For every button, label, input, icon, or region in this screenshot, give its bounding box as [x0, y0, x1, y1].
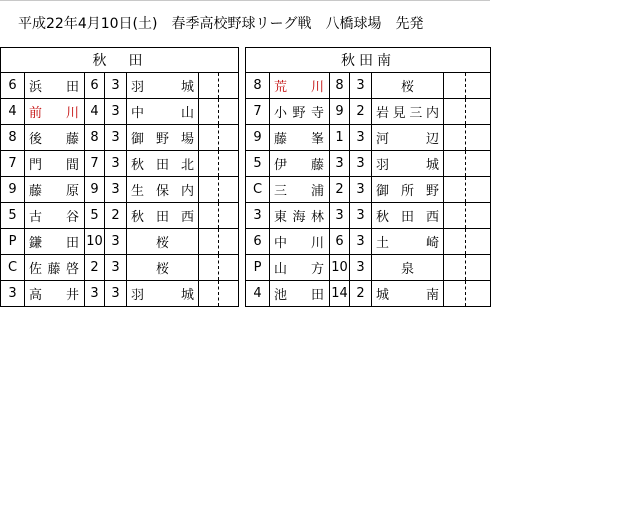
uniform-number-cell: 8 — [330, 73, 350, 99]
middle-school-cell: 生保内 — [127, 177, 199, 203]
empty-cell — [444, 281, 466, 307]
empty-cell — [466, 125, 491, 151]
uniform-number-cell: 6 — [330, 229, 350, 255]
table-row — [1, 177, 239, 203]
position-cell: 5 — [246, 151, 270, 177]
player-name-cell: 古 谷 — [25, 203, 85, 229]
empty-cell — [219, 151, 239, 177]
player-name-cell: 東海林 — [270, 203, 330, 229]
empty-cell — [199, 177, 219, 203]
empty-cell — [444, 229, 466, 255]
uniform-number-cell: 3 — [330, 203, 350, 229]
empty-cell — [466, 99, 491, 125]
table-row — [246, 203, 491, 229]
table-row — [1, 281, 239, 307]
uniform-number-cell: 7 — [85, 151, 105, 177]
uniform-number-cell: 6 — [85, 73, 105, 99]
grade-cell: 3 — [105, 255, 127, 281]
middle-school-cell: 岩見三内 — [372, 99, 444, 125]
player-name-cell: 浜 田 — [25, 73, 85, 99]
table-row — [1, 151, 239, 177]
grade-cell: 3 — [105, 73, 127, 99]
grade-cell: 3 — [350, 177, 372, 203]
player-name-cell: 前 川 — [25, 99, 85, 125]
uniform-number-cell: 9 — [85, 177, 105, 203]
position-cell: 6 — [246, 229, 270, 255]
empty-cell — [466, 151, 491, 177]
middle-school-cell: 桜 — [372, 73, 444, 99]
position-cell: 4 — [1, 99, 25, 125]
grade-cell: 3 — [350, 73, 372, 99]
empty-cell — [444, 255, 466, 281]
table-row — [246, 99, 491, 125]
empty-cell — [219, 255, 239, 281]
player-name-cell: 伊 藤 — [270, 151, 330, 177]
empty-cell — [466, 281, 491, 307]
middle-school-cell: 秋田北 — [127, 151, 199, 177]
middle-school-cell: 桜 — [127, 255, 199, 281]
lineup-body-1 — [246, 73, 491, 307]
empty-cell — [199, 203, 219, 229]
table-row — [246, 255, 491, 281]
lineup-table — [245, 47, 491, 307]
empty-cell — [444, 151, 466, 177]
uniform-number-cell: 3 — [85, 281, 105, 307]
table-row — [246, 229, 491, 255]
table-row — [1, 73, 239, 99]
team-name: 秋 田 — [1, 48, 239, 73]
player-name-cell: 高 井 — [25, 281, 85, 307]
player-name-cell: 三 浦 — [270, 177, 330, 203]
position-cell: 5 — [1, 203, 25, 229]
empty-cell — [219, 73, 239, 99]
middle-school-cell: 羽 城 — [372, 151, 444, 177]
position-cell: 3 — [1, 281, 25, 307]
empty-cell — [466, 203, 491, 229]
empty-cell — [199, 229, 219, 255]
middle-school-cell: 御所野 — [372, 177, 444, 203]
grade-cell: 3 — [350, 151, 372, 177]
empty-cell — [466, 229, 491, 255]
uniform-number-cell: 1 — [330, 125, 350, 151]
grade-cell: 3 — [350, 255, 372, 281]
position-cell: C — [1, 255, 25, 281]
table-row — [246, 281, 491, 307]
grade-cell: 3 — [105, 125, 127, 151]
player-name-cell: 山 方 — [270, 255, 330, 281]
player-name-cell: 中 川 — [270, 229, 330, 255]
lineup-table — [0, 47, 239, 307]
middle-school-cell: 羽 城 — [127, 281, 199, 307]
player-name-cell: 佐藤啓 — [25, 255, 85, 281]
position-cell: P — [246, 255, 270, 281]
team-table-akita — [0, 47, 239, 307]
page-title: 平成22年4月10日(土) 春季高校野球リーグ戦 八橋球場 先発 — [0, 0, 490, 47]
middle-school-cell: 城 南 — [372, 281, 444, 307]
middle-school-cell: 御野場 — [127, 125, 199, 151]
position-cell: 9 — [246, 125, 270, 151]
middle-school-cell: 秋田西 — [127, 203, 199, 229]
position-cell: C — [246, 177, 270, 203]
position-cell: 8 — [246, 73, 270, 99]
empty-cell — [219, 177, 239, 203]
uniform-number-cell: 5 — [85, 203, 105, 229]
empty-cell — [219, 203, 239, 229]
uniform-number-cell: 4 — [85, 99, 105, 125]
table-row — [246, 125, 491, 151]
empty-cell — [219, 99, 239, 125]
table-row — [1, 229, 239, 255]
player-name-cell: 藤 峯 — [270, 125, 330, 151]
grade-cell: 3 — [105, 229, 127, 255]
empty-cell — [444, 177, 466, 203]
grade-cell: 3 — [105, 177, 127, 203]
uniform-number-cell: 10 — [330, 255, 350, 281]
grade-cell: 2 — [350, 99, 372, 125]
empty-cell — [466, 177, 491, 203]
table-row — [246, 177, 491, 203]
uniform-number-cell: 2 — [85, 255, 105, 281]
player-name-cell: 荒 川 — [270, 73, 330, 99]
position-cell: 9 — [1, 177, 25, 203]
empty-cell — [199, 73, 219, 99]
player-name-cell: 池 田 — [270, 281, 330, 307]
table-row — [246, 151, 491, 177]
grade-cell: 2 — [105, 203, 127, 229]
empty-cell — [466, 73, 491, 99]
empty-cell — [466, 255, 491, 281]
position-cell: 4 — [246, 281, 270, 307]
middle-school-cell: 中 山 — [127, 99, 199, 125]
middle-school-cell: 土 崎 — [372, 229, 444, 255]
table-row — [246, 73, 491, 99]
team-table-akita-minami — [245, 47, 491, 307]
table-row — [1, 255, 239, 281]
grade-cell: 2 — [350, 281, 372, 307]
uniform-number-cell: 14 — [330, 281, 350, 307]
position-cell: 6 — [1, 73, 25, 99]
player-name-cell: 後 藤 — [25, 125, 85, 151]
empty-cell — [444, 125, 466, 151]
table-row — [1, 125, 239, 151]
grade-cell: 3 — [350, 125, 372, 151]
grade-cell: 3 — [105, 281, 127, 307]
uniform-number-cell: 8 — [85, 125, 105, 151]
empty-cell — [219, 229, 239, 255]
table-row — [1, 99, 239, 125]
grade-cell: 3 — [350, 203, 372, 229]
table-row — [1, 203, 239, 229]
empty-cell — [199, 255, 219, 281]
middle-school-cell: 秋田西 — [372, 203, 444, 229]
player-name-cell: 藤 原 — [25, 177, 85, 203]
middle-school-cell: 泉 — [372, 255, 444, 281]
middle-school-cell: 河 辺 — [372, 125, 444, 151]
empty-cell — [219, 281, 239, 307]
middle-school-cell: 桜 — [127, 229, 199, 255]
position-cell: 3 — [246, 203, 270, 229]
uniform-number-cell: 3 — [330, 151, 350, 177]
uniform-number-cell: 9 — [330, 99, 350, 125]
position-cell: 8 — [1, 125, 25, 151]
grade-cell: 3 — [105, 151, 127, 177]
team-name: 秋田南 — [246, 48, 491, 73]
lineup-body-0 — [1, 73, 239, 307]
position-cell: P — [1, 229, 25, 255]
grade-cell: 3 — [350, 229, 372, 255]
empty-cell — [444, 99, 466, 125]
grade-cell: 3 — [105, 99, 127, 125]
position-cell: 7 — [1, 151, 25, 177]
uniform-number-cell: 2 — [330, 177, 350, 203]
player-name-cell: 門 間 — [25, 151, 85, 177]
empty-cell — [199, 125, 219, 151]
uniform-number-cell: 10 — [85, 229, 105, 255]
position-cell: 7 — [246, 99, 270, 125]
empty-cell — [199, 99, 219, 125]
middle-school-cell: 羽 城 — [127, 73, 199, 99]
empty-cell — [444, 203, 466, 229]
empty-cell — [219, 125, 239, 151]
player-name-cell: 小野寺 — [270, 99, 330, 125]
empty-cell — [444, 73, 466, 99]
empty-cell — [199, 281, 219, 307]
empty-cell — [199, 151, 219, 177]
player-name-cell: 鎌 田 — [25, 229, 85, 255]
